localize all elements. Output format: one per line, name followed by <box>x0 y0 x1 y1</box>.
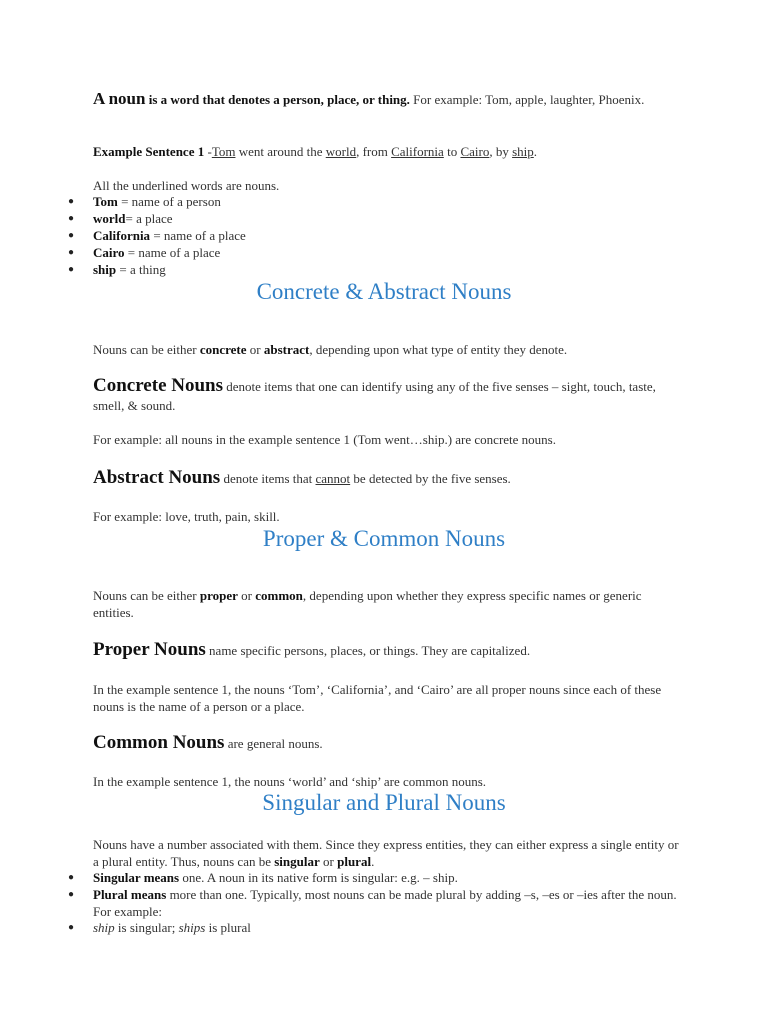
plural-text: more than one. Typically, most nouns can be made plural by adding –s, –es or –ies after the noun. For example: <box>93 887 677 919</box>
abstract-a: denote items that <box>220 471 316 486</box>
list-desc: name of a person <box>131 194 221 209</box>
example-text-1: went around the <box>235 144 326 159</box>
s2-intro-d: common <box>255 588 303 603</box>
intro-lead-large: A noun <box>93 89 146 108</box>
example-is-singular: is singular; <box>114 920 179 935</box>
abstract-b: cannot <box>315 471 351 486</box>
concrete-example: For example: all nouns in the example sentence 1 (Tom went…ship.) are concrete nouns. <box>93 432 556 447</box>
list-desc: name of a place <box>138 245 221 260</box>
list-sep: = <box>117 194 132 209</box>
list-item-plural <box>93 886 683 920</box>
list-sep: = <box>150 228 164 243</box>
word-world: world <box>325 144 357 159</box>
s3-intro-c: or <box>319 854 338 869</box>
bullet-icon: ● <box>68 264 75 275</box>
s3-intro-a: Nouns have a number associated with them. Since they express entities, they can either express a single entity or a plural entity. Thus, nouns can be <box>93 837 679 869</box>
abstract-paragraph <box>93 466 683 491</box>
word-cairo: Cairo <box>460 144 490 159</box>
list-item <box>93 193 683 210</box>
common-example: In the example sentence 1, the nouns ‘world’ and ‘ship’ are common nouns. <box>93 774 487 789</box>
example-label: Example Sentence 1 <box>93 144 205 159</box>
s1-intro-d: abstract <box>263 342 310 357</box>
proper-example: In the example sentence 1, the nouns ‘Tom’, ‘California’, and ‘Cairo’ are all proper nouns since each of these nouns is the name of a person or a place. <box>93 682 662 714</box>
word-california: California <box>391 144 444 159</box>
s2-intro-b: proper <box>199 588 238 603</box>
list-desc: a thing <box>129 262 166 277</box>
list-item <box>93 210 683 227</box>
list-sep: = <box>116 262 130 277</box>
word-ship: ship <box>512 144 534 159</box>
s3-intro-e: . <box>371 854 375 869</box>
s2-intro-e: , depending upon whether they express specific names or generic entities. <box>93 588 642 620</box>
plural-term: Plural means <box>93 887 167 902</box>
common-paragraph <box>93 731 683 756</box>
list-item <box>93 261 683 278</box>
section3-intro <box>93 836 683 870</box>
list-item <box>93 227 683 244</box>
list-term: Tom <box>93 194 118 209</box>
bullet-icon: ● <box>68 872 75 883</box>
list-desc: name of a place <box>163 228 246 243</box>
intro-paragraph <box>93 90 683 109</box>
heading-singular-plural: Singular and Plural Nouns <box>262 790 506 815</box>
list-term: California <box>93 228 151 243</box>
example-text-3: to <box>443 144 461 159</box>
s1-intro-c: or <box>246 342 264 357</box>
abstract-example: For example: love, truth, pain, skill. <box>93 509 280 524</box>
heading-proper-common: Proper & Common Nouns <box>262 526 506 551</box>
bullet-icon: ● <box>68 213 75 224</box>
proper-paragraph <box>93 638 683 663</box>
list-term: ship <box>93 262 117 277</box>
list-sep: = <box>124 245 139 260</box>
singular-text: one. A noun in its native form is singular: e.g. – ship. <box>179 870 458 885</box>
concrete-title: Concrete Nouns <box>93 375 224 396</box>
list-desc: a place <box>136 211 173 226</box>
abstract-title: Abstract Nouns <box>93 467 221 488</box>
intro-lead-bold: is a word that denotes a person, place, or thing. <box>145 92 410 107</box>
example-ships: ships <box>178 920 206 935</box>
list-item <box>93 244 683 261</box>
s3-intro-d: plural <box>337 854 372 869</box>
concrete-paragraph <box>93 376 683 415</box>
concrete-text: denote items that one can identify using any of the five senses – sight, touch, taste, smell, & sound. <box>93 379 656 413</box>
example-text-2: , from <box>356 144 392 159</box>
s1-intro-b: concrete <box>199 342 247 357</box>
common-title: Common Nouns <box>93 732 225 753</box>
bullet-icon: ● <box>68 889 75 900</box>
bullet-icon: ● <box>68 247 75 258</box>
word-tom: Tom <box>211 144 236 159</box>
list-term: Cairo <box>93 245 125 260</box>
bullet-icon: ● <box>68 230 75 241</box>
list-item-singular <box>93 869 683 886</box>
intro-lead-rest: For example: Tom, apple, laughter, Phoenix. <box>409 92 645 107</box>
heading-concrete-abstract: Concrete & Abstract Nouns <box>256 279 512 304</box>
list-sep: = <box>125 211 137 226</box>
abstract-c: be detected by the five senses. <box>350 471 511 486</box>
list-term: world <box>93 211 126 226</box>
bullet-icon: ● <box>68 922 75 933</box>
example-sentence <box>93 143 683 160</box>
example-dash: - <box>204 144 212 159</box>
example-text-5: . <box>533 144 538 159</box>
s1-intro-e: , depending upon what type of entity they denote. <box>309 342 568 357</box>
list-item-example <box>93 919 683 936</box>
example-ship: ship <box>93 920 115 935</box>
s2-intro-a: Nouns can be either <box>93 588 200 603</box>
s1-intro-a: Nouns can be either <box>93 342 200 357</box>
bullet-icon: ● <box>68 196 75 207</box>
s2-intro-c: or <box>237 588 256 603</box>
common-text: are general nouns. <box>224 736 323 751</box>
proper-text: name specific persons, places, or things. They are capitalized. <box>205 643 531 658</box>
singular-term: Singular means <box>93 870 180 885</box>
proper-title: Proper Nouns <box>93 639 206 660</box>
example-is-plural: is plural <box>205 920 251 935</box>
section2-intro <box>93 587 683 621</box>
example-text-4: , by <box>489 144 513 159</box>
section1-intro <box>93 341 683 358</box>
s3-intro-b: singular <box>274 854 320 869</box>
underlined-note: All the underlined words are nouns. <box>93 178 280 193</box>
